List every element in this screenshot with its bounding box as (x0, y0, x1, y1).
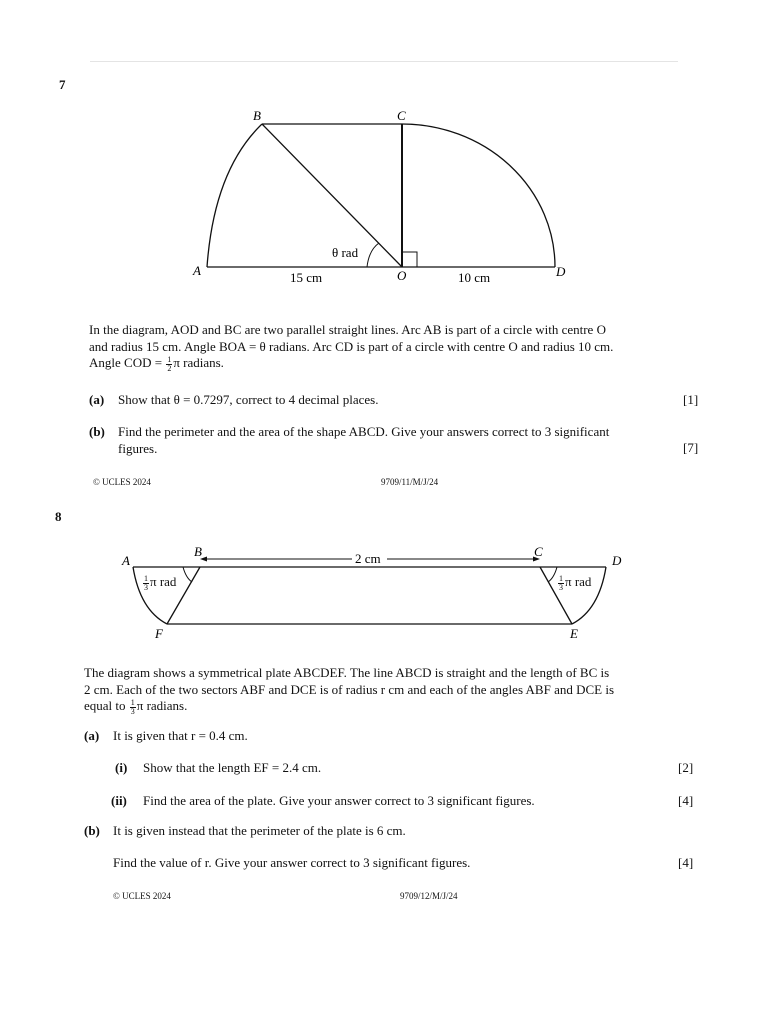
question-8aii-text: Find the area of the plate. Give your answer correct to 3 significant figures. (143, 793, 535, 808)
question-7a-label: (a) (89, 392, 105, 407)
question-8-stem-line2: 2 cm. Each of the two sectors ABF and DCE is of radius r cm and each of the angles ABF and DCE is (84, 681, 615, 697)
label-A: A (122, 553, 130, 568)
question-8ai-marks: [2] (678, 760, 694, 775)
theta-label: θ rad (332, 245, 359, 260)
question-7a-marks: [1] (683, 392, 699, 407)
question-7-stem-line3-post: π radians. (173, 355, 224, 370)
question-7-stem-line1: In the diagram, AOD and BC are two parallel straight lines. Arc AB is part of a circle with centre O (89, 322, 606, 337)
question-8a-text: It is given that r = 0.4 cm. (113, 728, 248, 743)
question-8-diagram (0, 530, 768, 650)
label-C: C (534, 544, 543, 559)
question-8-stem (84, 665, 696, 716)
question-7-diagram (0, 0, 768, 300)
question-8b-text2: Find the value of r. Give your answer correct to 3 significant figures. (113, 855, 471, 870)
bc-length-label: 2 cm (355, 551, 381, 566)
question-8aii-marks: [4] (678, 793, 694, 808)
length-10cm: 10 cm (458, 270, 491, 285)
angle-arc-B (183, 567, 192, 582)
fraction-one-half: $\frac{1}{2}$ (167, 354, 172, 373)
question-8aii-label: (ii) (111, 793, 127, 808)
question-7-footer-code: 9709/11/M/J/24 (381, 477, 439, 487)
angle-arc-C (548, 567, 557, 582)
label-B: B (194, 544, 202, 559)
label-B: B (253, 108, 261, 123)
question-8-stem-line3: equal to $\frac{1}{3}$ π radians. (84, 697, 188, 716)
label-O: O (397, 268, 407, 283)
question-8ai-text: Show that the length EF = 2.4 cm. (143, 760, 322, 775)
arc-CD (402, 124, 555, 267)
question-7-stem-line3 (89, 355, 701, 373)
question-7b-label: (b) (89, 424, 105, 439)
right-angle-marker (402, 252, 417, 267)
theta-arc (367, 243, 379, 267)
question-8-footer-code: 9709/12/M/J/24 (400, 891, 458, 901)
question-8b-marks: [4] (678, 855, 694, 870)
question-8-stem-line1: The diagram shows a symmetrical plate ABCDEF. The line ABCD is straight and the length of BC is (84, 665, 610, 680)
arc-AB (207, 124, 262, 267)
label-D: D (556, 264, 566, 279)
angle-label-ABF: $\frac{1}{3}$ π rad (144, 573, 177, 592)
question-8-footer-copyright: © UCLES 2024 (113, 891, 171, 901)
question-7a-text: Show that θ = 0.7297, correct to 4 decimal places. (118, 392, 379, 407)
fraction-one-third: $\frac{1}{3}$ (144, 573, 148, 592)
question-7-footer-copyright: © UCLES 2024 (93, 477, 151, 487)
label-C: C (397, 108, 406, 123)
question-8ai-label: (i) (115, 760, 128, 775)
question-8b-label: (b) (84, 823, 100, 838)
question-7-number: 7 (59, 77, 66, 92)
question-7b-text-line2: figures. (118, 440, 158, 456)
label-E: E (570, 626, 578, 641)
question-7-stem-line3-pre: Angle COD = (89, 355, 163, 370)
fraction-one-third: $\frac{1}{3}$ (130, 697, 135, 716)
question-7b-marks: [7] (683, 440, 699, 455)
question-7b-text (118, 424, 701, 457)
question-7-stem-line2: and radius 15 cm. Angle BOA = θ radians. Arc CD is part of a circle with centre O and radius 10 cm. (89, 338, 614, 354)
question-7b-text-line1: Find the perimeter and the area of the shape ABCD. Give your answers correct to 3 significant (118, 424, 610, 439)
fraction-one-third: $\frac{1}{3}$ (559, 573, 563, 592)
question-8a-label: (a) (84, 728, 100, 743)
label-F: F (155, 626, 163, 641)
question-8-number: 8 (55, 509, 62, 524)
label-D: D (612, 553, 622, 568)
question-8b-text: It is given instead that the perimeter of the plate is 6 cm. (113, 823, 406, 838)
angle-label-DCE: $\frac{1}{3}$ π rad (559, 573, 592, 592)
length-15cm: 15 cm (290, 270, 323, 285)
question-7-stem (89, 322, 701, 373)
label-A: A (193, 263, 201, 278)
